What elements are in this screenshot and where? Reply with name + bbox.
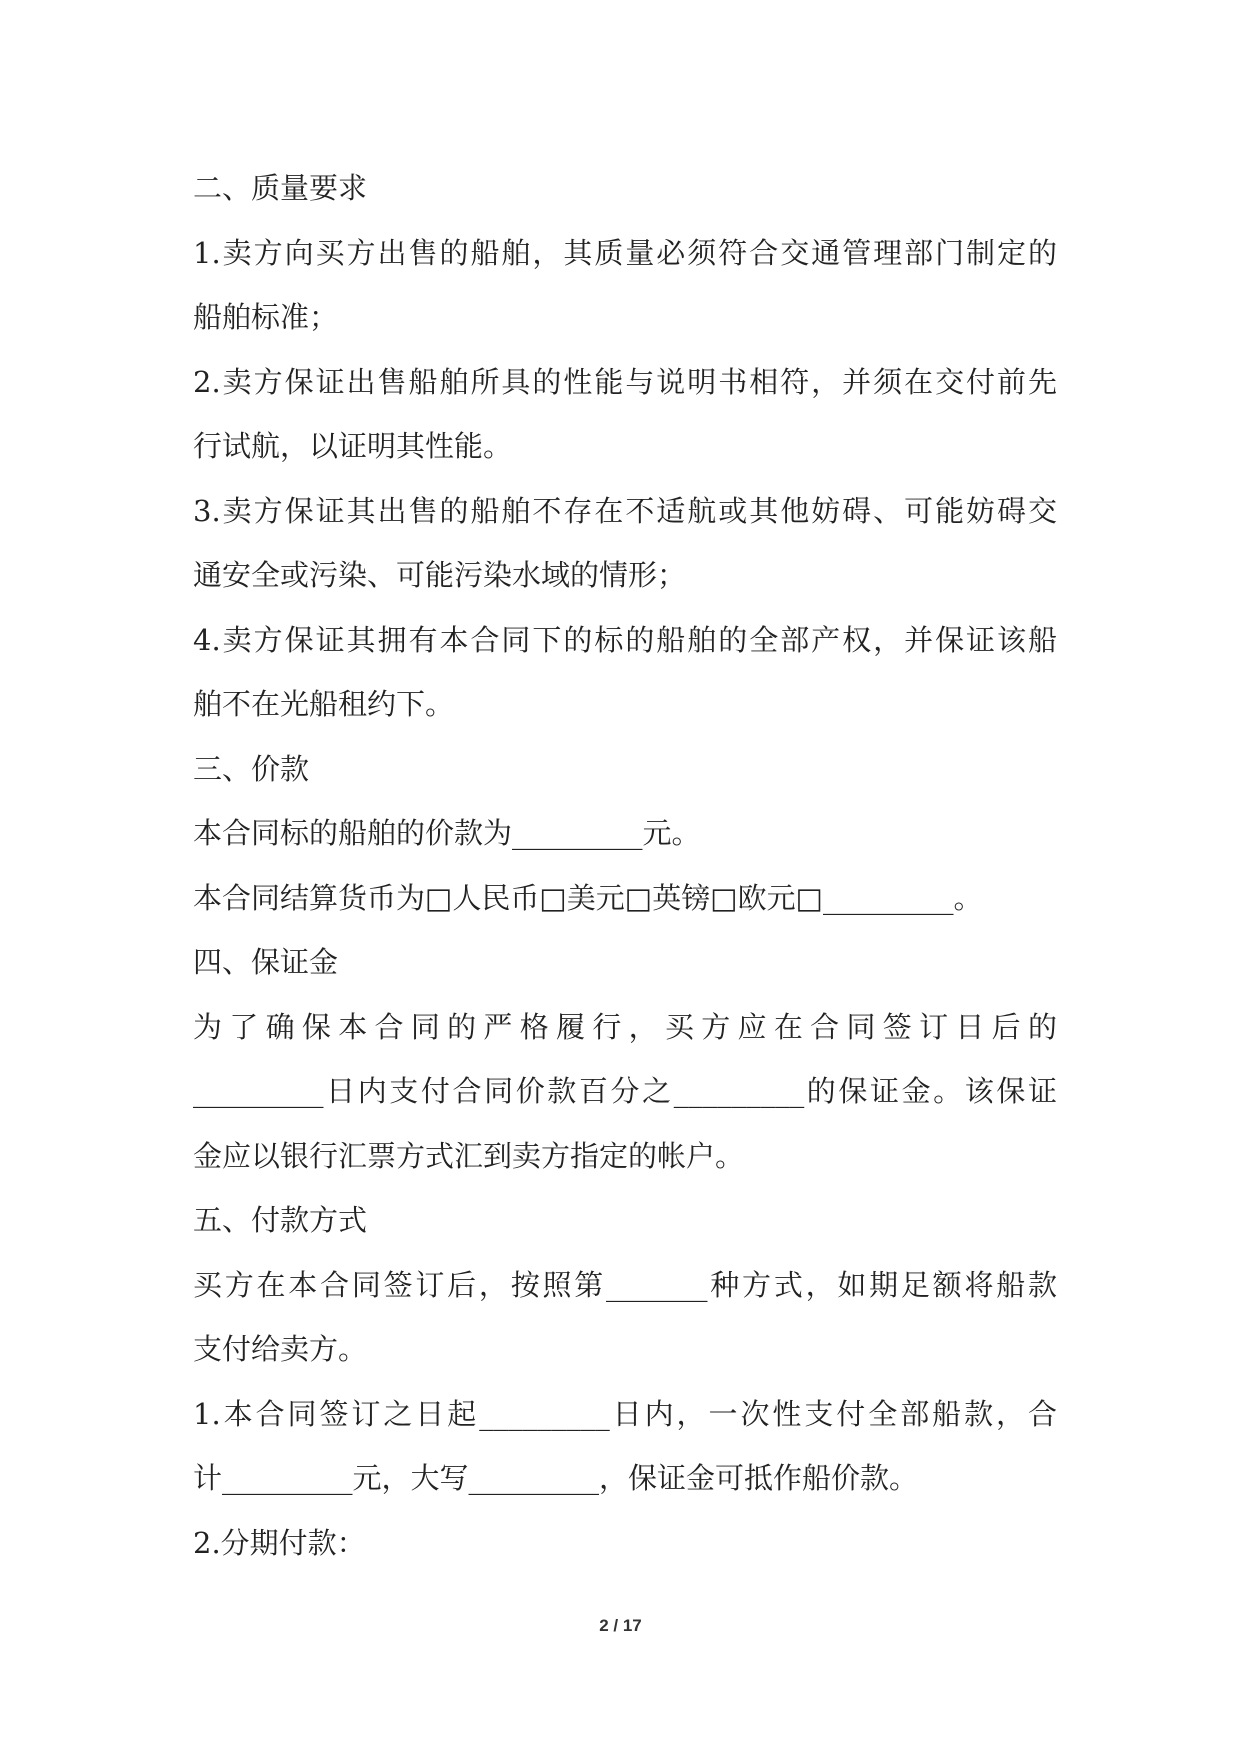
paragraph-line: 舶不在光船租约下。 bbox=[193, 687, 455, 721]
paragraph-line: 1.本合同签订之日起_________日内，一次性支付全部船款，合 bbox=[193, 1396, 1057, 1431]
paragraph-line: _________日内支付合同价款百分之_________的保证金。该保证 bbox=[193, 1074, 1057, 1108]
paragraph-line: 3.卖方保证其出售的船舶不存在不适航或其他妨碍、可能妨碍交 bbox=[193, 493, 1057, 528]
paragraph-line: 4.卖方保证其拥有本合同下的标的船舶的全部产权，并保证该船 bbox=[193, 622, 1057, 657]
paragraph-line: 支付给卖方。 bbox=[193, 1332, 368, 1366]
paragraph-line: 本合同结算货币为□人民币□美元□英镑□欧元□_________。 bbox=[193, 880, 983, 915]
section-heading-payment: 五、付款方式 bbox=[193, 1203, 368, 1237]
paragraph-line: 2.卖方保证出售船舶所具的性能与说明书相符，并须在交付前先 bbox=[193, 364, 1057, 399]
paragraph-line: 1.卖方向买方出售的船舶，其质量必须符合交通管理部门制定的 bbox=[193, 235, 1057, 270]
paragraph-line: 金应以银行汇票方式汇到卖方指定的帐户。 bbox=[193, 1138, 745, 1173]
document-body bbox=[193, 156, 1057, 1575]
paragraph-line: 买方在本合同签订后，按照第_______种方式，如期足额将船款 bbox=[193, 1267, 1057, 1302]
paragraph-line: 通安全或污染、可能污染水域的情形； bbox=[193, 558, 687, 592]
paragraph-line: 行试航，以证明其性能。 bbox=[193, 429, 513, 463]
paragraph-line: 计_________元，大写_________，保证金可抵作船价款。 bbox=[193, 1461, 919, 1495]
section-heading-deposit: 四、保证金 bbox=[193, 945, 339, 979]
paragraph-line: 本合同标的船舶的价款为_________元。 bbox=[193, 816, 701, 850]
section-heading-price: 三、价款 bbox=[193, 751, 310, 786]
page-number: 2 / 17 bbox=[599, 1616, 642, 1635]
section-heading-quality: 二、质量要求 bbox=[193, 171, 368, 205]
paragraph-line: 为了确保本合同的严格履行，买方应在合同签订日后的 bbox=[193, 1009, 1057, 1044]
paragraph-line: 2.分期付款： bbox=[193, 1525, 366, 1560]
paragraph-line: 船舶标准； bbox=[193, 300, 339, 334]
